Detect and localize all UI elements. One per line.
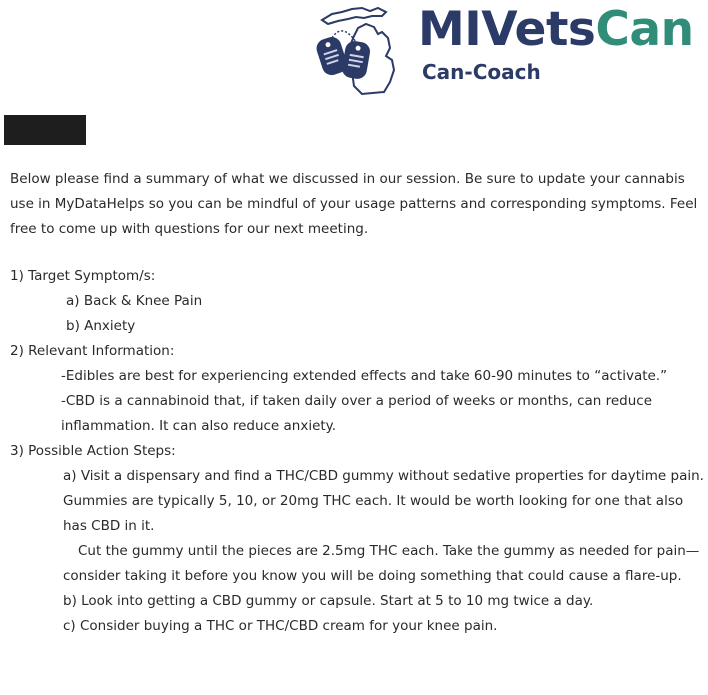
list-item: a) Back & Knee Pain: [66, 293, 203, 309]
logo-title-part2: Can: [595, 2, 694, 57]
list-item: b) Anxiety: [66, 318, 136, 334]
intro-paragraph: Below please find a summary of what we discussed in our session. Be sure to update your cannabis use in MyDataHelps so you can be mindful of your usage patterns and corresponding symptoms. Feel free to come up with questions for our next meeting.: [10, 171, 698, 237]
section-heading: 3) Possible Action Steps:: [10, 443, 176, 459]
logo-title: [418, 2, 694, 58]
list-item: -Edibles are best for experiencing extended effects and take 60-90 minutes to “activate.”: [61, 368, 668, 384]
section-heading: 2) Relevant Information:: [10, 343, 175, 359]
logo: [312, 0, 708, 100]
summary-body: [10, 167, 706, 639]
list-item: b) Look into getting a CBD gummy or capsule. Start at 5 to 10 mg twice a day.: [63, 593, 594, 609]
list-item: c) Consider buying a THC or THC/CBD cream for your knee pain.: [63, 618, 498, 634]
redaction-box: [4, 115, 86, 145]
list-item: a) Visit a dispensary and find a THC/CBD gummy without sedative properties for daytime pain. Gummies are typically 5, 10, or 20mg THC each. It would be worth looking for one that also has CBD in it.: [63, 468, 704, 534]
list-item: -CBD is a cannabinoid that, if taken daily over a period of weeks or months, can reduce inflammation. It can also reduce anxiety.: [61, 393, 653, 434]
section-heading: 1) Target Symptom/s:: [10, 268, 156, 284]
logo-subtitle: Can-Coach: [422, 60, 541, 84]
logo-title-part1: MIVets: [418, 2, 596, 57]
list-item: Cut the gummy until the pieces are 2.5mg THC each. Take the gummy as needed for pain—consider taking it before you know you will be doing something that could cause a flare-up.: [63, 543, 700, 584]
michigan-dogtags-icon: [312, 2, 416, 98]
